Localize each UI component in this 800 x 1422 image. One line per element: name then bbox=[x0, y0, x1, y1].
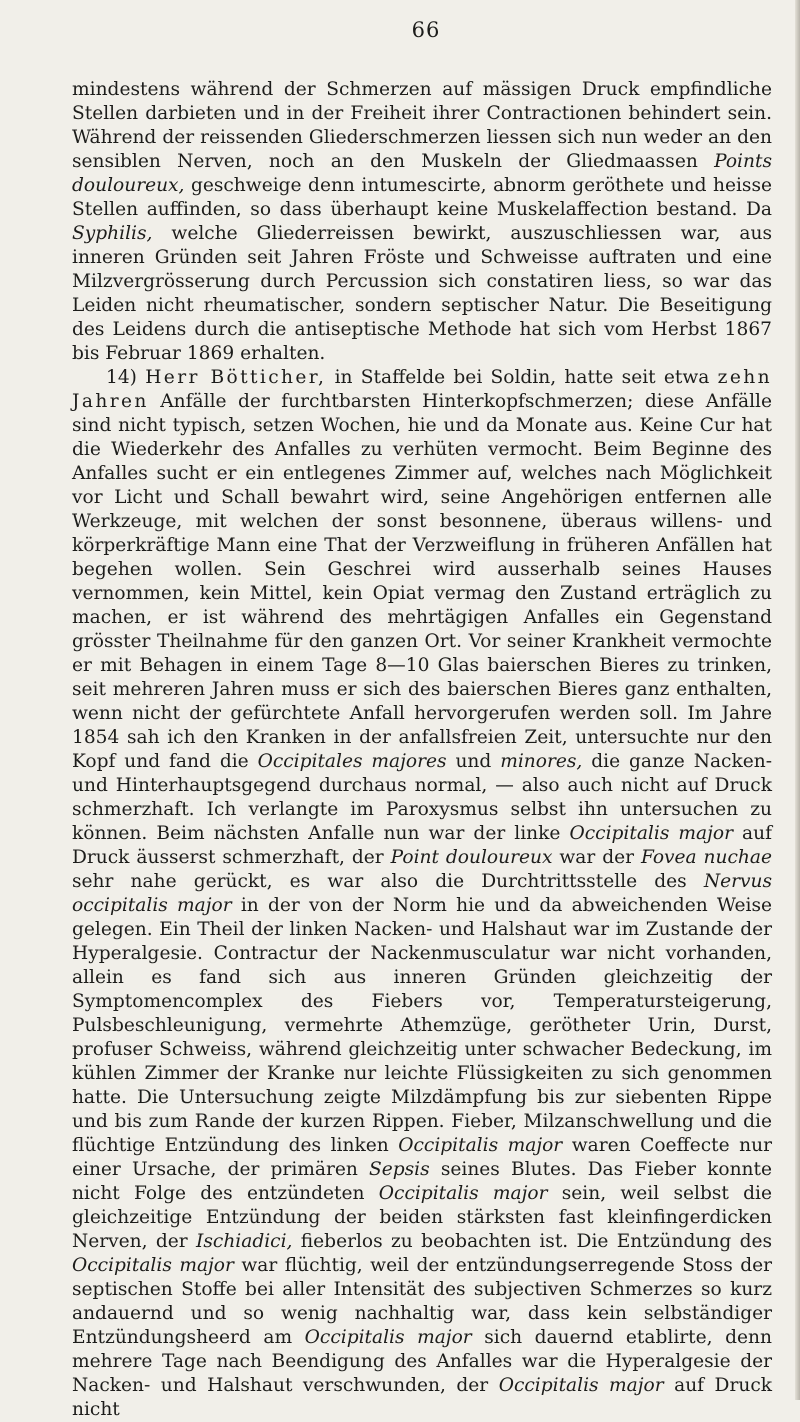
paragraph-continuation bbox=[72, 78, 772, 366]
page-edge-shadow bbox=[795, 0, 800, 1400]
text-run: fieberlos zu beobachten ist. Die Entzündung des bbox=[292, 1231, 773, 1252]
italic-term: Nervus occipitalis major bbox=[72, 871, 772, 916]
italic-term: Occipitalis major bbox=[304, 1327, 472, 1348]
page-number: 66 bbox=[411, 18, 441, 42]
italic-term: Sepsis bbox=[369, 1159, 430, 1180]
italic-term: Syphilis, bbox=[72, 223, 153, 244]
text-run: sehr nahe gerückt, es war also die Durchtrittsstelle des bbox=[72, 871, 704, 892]
text-run: auf Druck nicht bbox=[72, 1375, 773, 1420]
text-run: mindestens während der Schmerzen auf mässigen Druck empfindliche Stellen darbieten und in der Freiheit ihrer Contractionen behindert sein. Während der reissenden Gliederschmerzen liessen sich nun weder an den sensiblen Nerven, noch an den Muskeln der Gliedmaassen bbox=[72, 79, 772, 172]
text-run: waren Coeffecte nur einer Ursache, der primären bbox=[72, 1135, 772, 1180]
text-run: war der bbox=[552, 847, 641, 868]
italic-term: Occipitalis major bbox=[398, 1135, 563, 1156]
text-run: in Staffelde bei Soldin, hatte seit etwa bbox=[326, 367, 718, 388]
text-run: sein, weil selbst die gleichzeitige Entzündung der beiden stärksten fast kleinfingerdicken Nerven, der bbox=[72, 1183, 772, 1252]
case-number: 14) bbox=[106, 367, 137, 388]
italic-term: minores, bbox=[500, 751, 583, 772]
patient-name: Herr Bötticher, bbox=[145, 367, 327, 388]
text-run: auf Druck äusserst schmerzhaft, der bbox=[72, 823, 773, 868]
italic-term: Ischiadici, bbox=[196, 1231, 293, 1252]
text-run: sich dauernd etablirte, denn mehrere Tage nach Beendigung des Anfalles war die Hyperalgesie der Nacken- und Halshaut verschwunden, der bbox=[72, 1327, 772, 1396]
italic-term: Occipitalis major bbox=[498, 1375, 664, 1396]
text-run: die ganze Nacken- und Hinterhauptsgegend durchaus normal, — also auch nicht auf Druck schmerzhaft. Ich verlangte im Paroxysmus selbst ihn untersuchen zu können. Beim nächsten Anfalle nun war der linke bbox=[72, 751, 772, 844]
spaced-emphasis: zehn Jahren bbox=[72, 367, 772, 412]
paragraph-case-14 bbox=[72, 366, 772, 1422]
text-run: welche Gliederreissen bewirkt, auszuschliessen war, aus inneren Gründen seit Jahren Fröste und Schweisse auftraten und eine Milzvergrösserung durch Percussion sich constatiren liess, so war das Leiden nicht rheumatischer, sondern septischer Natur. Die Beseitigung des Leidens durch die antiseptische Methode hat sich vom Herbst 1867 bis Februar 1869 erhalten. bbox=[72, 223, 772, 364]
italic-term: Occipitalis major bbox=[569, 823, 733, 844]
text-run: in der von der Norm hie und da abweichenden Weise gelegen. Ein Theil der linken Nacken- und Halshaut war im Zustande der Hyperalgesie. Contractur der Nackenmusculatur war nicht vorhanden, allein es fand sich aus inneren Gründen gleichzeitig der Symptomencomplex des Fiebers vor, Temperatursteigerung, Pulsbeschleunigung, vermehrte Athemzüge, gerötheter Urin, Durst, profuser Schweiss, während gleichzeitig unter schwacher Bedeckung, im kühlen Zimmer der Kranke nur leichte Flüssigkeiten zu sich genommen hatte. Die Untersuchung zeigte Milzdämpfung bis zur siebenten Rippe und bis zum Rande der kurzen Rippen. Fieber, Milzanschwellung und die flüchtige Entzündung des linken bbox=[72, 895, 772, 1156]
italic-term: Occipitalis major bbox=[378, 1183, 548, 1204]
italic-term: Occipitales majores bbox=[257, 751, 447, 772]
text-run: und bbox=[446, 751, 501, 772]
text-run: geschweige denn intumescirte, abnorm geröthete und heisse Stellen auffinden, so dass überhaupt keine Muskelaffection bestand. Da bbox=[72, 175, 772, 220]
italic-term: Points douloureux, bbox=[72, 151, 772, 196]
italic-term: Fovea nuchae bbox=[640, 847, 772, 868]
italic-term: Occipitalis major bbox=[72, 1255, 234, 1276]
text-run: seines Blutes. Das Fieber konnte nicht Folge des entzündeten bbox=[72, 1159, 772, 1204]
text-run: war flüchtig, weil der entzündungserregende Stoss der septischen Stoffe bei aller Intensität des subjectiven Schmerzes so kurz andauernd und so wenig nachhaltig war, dass kein selbständiger Entzündungsheerd am bbox=[72, 1255, 772, 1348]
text-run: Anfälle der furchtbarsten Hinterkopfschmerzen; diese Anfälle sind nicht typisch, setzen Wochen, hie und da Monate aus. Keine Cur hat die Wiederkehr des Anfalles zu verhüten vermocht. Beim Beginne des Anfalles sucht er ein entlegenes Zimmer auf, welches nach Möglichkeit vor Licht und Schall bewahrt wird, seine Angehörigen entfernen alle Werkzeuge, mit welchen der sonst besonnene, überaus willens- und körperkräftige Mann eine That der Verzweiflung in früheren Anfällen hat begehen wollen. Sein Geschrei wird ausserhalb seines Hauses vernommen, kein Mittel, kein Opiat vermag den Zustand erträglich zu machen, er ist während des mehrtägigen Anfalles ein Gegenstand grösster Theilnahme für den ganzen Ort. Vor seiner Krankheit vermochte er mit Behagen in einem Tage 8—10 Glas baierschen Bieres zu trinken, seit mehreren Jahren muss er sich des baierschen Bieres ganz enthalten, wenn nicht der gefürchtete Anfall hervorgerufen werden soll. Im Jahre 1854 sah ich den Kranken in der anfallsfreien Zeit, untersuchte nur den Kopf und fand die bbox=[72, 391, 772, 772]
italic-term: Point douloureux bbox=[390, 847, 553, 868]
